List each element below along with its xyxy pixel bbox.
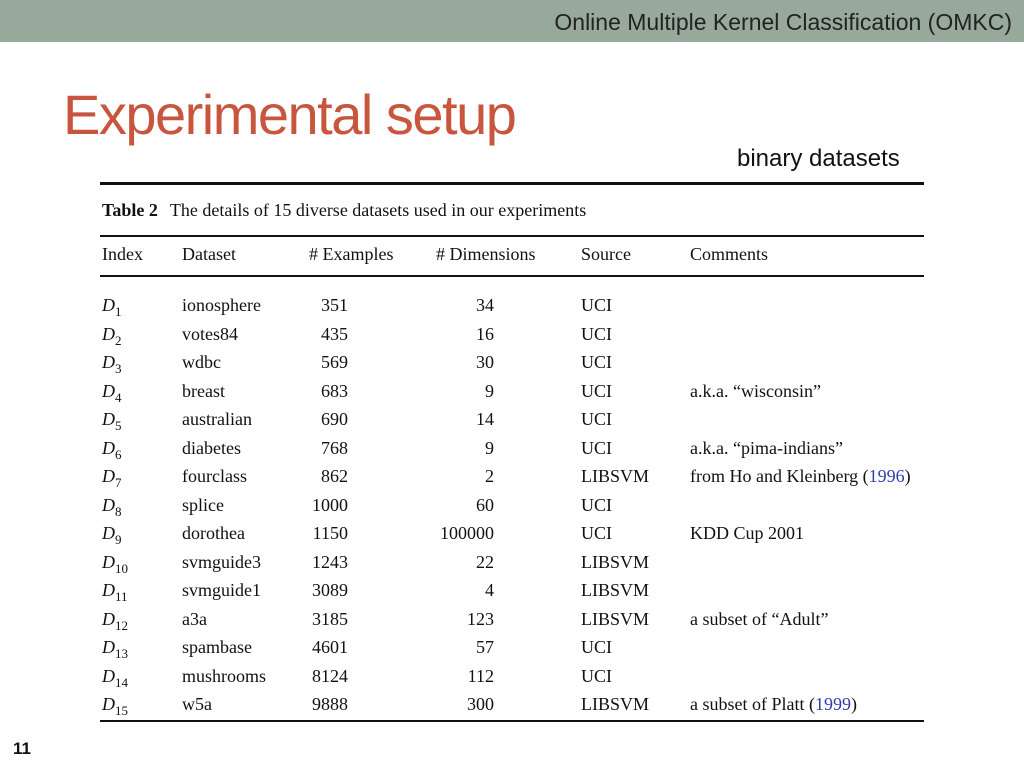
table-top-rule bbox=[100, 182, 924, 185]
table-row bbox=[100, 522, 924, 550]
row-dataset: a3a bbox=[182, 608, 207, 629]
row-dimensions: 57 bbox=[476, 637, 494, 657]
row-dataset: ionosphere bbox=[182, 295, 261, 315]
row-examples: 435 bbox=[321, 323, 348, 344]
row-index-subscript: 8 bbox=[115, 503, 122, 519]
row-examples: 8124 bbox=[312, 665, 348, 686]
row-index bbox=[102, 522, 122, 551]
table-row bbox=[100, 665, 924, 693]
row-source: LIBSVM bbox=[581, 694, 650, 714]
table-row bbox=[100, 465, 924, 493]
row-index bbox=[102, 494, 122, 523]
row-dimensions: 22 bbox=[476, 551, 494, 572]
slide-subtitle: binary datasets bbox=[737, 145, 900, 172]
row-index-letter: D bbox=[102, 409, 115, 429]
row-index-subscript: 3 bbox=[115, 361, 122, 376]
row-index bbox=[102, 380, 122, 409]
row-source: UCI bbox=[581, 523, 612, 543]
table-row bbox=[100, 693, 924, 721]
row-dimensions: 100000 bbox=[440, 523, 494, 543]
row-source: UCI bbox=[581, 637, 612, 657]
row-comment bbox=[690, 522, 804, 544]
row-source: LIBSVM bbox=[581, 580, 650, 600]
row-examples: 1243 bbox=[312, 551, 348, 572]
row-index-letter: D bbox=[102, 580, 115, 600]
row-dimensions: 9 bbox=[485, 437, 494, 458]
row-dataset: w5a bbox=[182, 694, 212, 714]
row-comment-close: ) bbox=[850, 694, 857, 714]
row-dataset: australian bbox=[182, 409, 252, 429]
row-index-letter: D bbox=[102, 608, 115, 629]
row-examples: 3185 bbox=[312, 608, 348, 629]
row-dimensions: 60 bbox=[476, 494, 494, 515]
row-index-letter: D bbox=[102, 466, 115, 486]
row-examples: 4601 bbox=[312, 637, 348, 657]
row-source: UCI bbox=[581, 380, 612, 401]
row-index bbox=[102, 693, 128, 722]
row-source: LIBSVM bbox=[581, 466, 650, 486]
row-source: UCI bbox=[581, 665, 612, 686]
row-source: UCI bbox=[581, 494, 612, 515]
row-dimensions: 14 bbox=[476, 409, 494, 429]
slide-title: Experimental setup bbox=[63, 83, 516, 146]
row-index-letter: D bbox=[102, 323, 115, 344]
row-index-letter: D bbox=[102, 494, 115, 515]
row-examples: 862 bbox=[321, 466, 348, 486]
row-index-subscript: 1 bbox=[115, 304, 122, 319]
row-index-letter: D bbox=[102, 380, 115, 401]
row-dataset: svmguide1 bbox=[182, 580, 261, 600]
column-header-comments: Comments bbox=[690, 244, 769, 264]
row-examples: 683 bbox=[321, 380, 348, 401]
row-comment bbox=[690, 693, 857, 715]
row-index-subscript: 9 bbox=[115, 532, 122, 547]
row-index-letter: D bbox=[102, 437, 115, 458]
row-comment-text: a.k.a. “pima-indians” bbox=[690, 437, 843, 458]
row-comment-text: from Ho and Kleinberg ( bbox=[690, 466, 869, 486]
row-index-subscript: 10 bbox=[115, 560, 128, 576]
column-header-dimensions: # Dimensions bbox=[436, 244, 536, 264]
row-index-subscript: 15 bbox=[115, 703, 128, 718]
row-index bbox=[102, 351, 122, 380]
row-dimensions: 2 bbox=[485, 466, 494, 486]
row-source: UCI bbox=[581, 352, 612, 372]
row-index bbox=[102, 408, 122, 437]
row-index bbox=[102, 636, 128, 665]
table-header-bottom-rule bbox=[100, 275, 924, 277]
row-source: UCI bbox=[581, 323, 612, 344]
row-index-letter: D bbox=[102, 352, 115, 372]
row-comment bbox=[690, 437, 843, 459]
row-source: UCI bbox=[581, 295, 612, 315]
row-index-subscript: 4 bbox=[115, 389, 122, 405]
row-index-letter: D bbox=[102, 637, 115, 657]
column-header-index: Index bbox=[102, 244, 143, 264]
table-row bbox=[100, 551, 924, 579]
table-caption bbox=[102, 200, 586, 221]
row-index-letter: D bbox=[102, 523, 115, 543]
row-source: UCI bbox=[581, 409, 612, 429]
row-source: LIBSVM bbox=[581, 551, 650, 572]
row-index-subscript: 13 bbox=[115, 646, 128, 661]
column-header-examples: # Examples bbox=[309, 244, 394, 264]
row-examples: 351 bbox=[321, 295, 348, 315]
row-citation-link[interactable]: 1999 bbox=[814, 694, 851, 714]
row-dataset: wdbc bbox=[182, 352, 221, 372]
row-examples: 569 bbox=[321, 352, 348, 372]
row-comment-text: a subset of “Adult” bbox=[690, 608, 829, 629]
row-index bbox=[102, 437, 122, 466]
row-dimensions: 300 bbox=[467, 694, 494, 714]
row-examples: 1000 bbox=[312, 494, 348, 515]
row-index-subscript: 14 bbox=[115, 674, 128, 690]
table-row bbox=[100, 437, 924, 465]
row-dimensions: 30 bbox=[476, 352, 494, 372]
column-header-source: Source bbox=[581, 244, 631, 264]
table-header bbox=[100, 243, 924, 271]
row-comment-text: KDD Cup 2001 bbox=[690, 523, 805, 543]
table-bottom-rule bbox=[100, 720, 924, 722]
table-row bbox=[100, 380, 924, 408]
row-index bbox=[102, 551, 128, 580]
row-source: UCI bbox=[581, 437, 612, 458]
row-source: LIBSVM bbox=[581, 608, 650, 629]
presentation-title: Online Multiple Kernel Classification (OMKC) bbox=[554, 9, 1012, 35]
row-dataset: diabetes bbox=[182, 437, 241, 458]
row-comment-close: ) bbox=[904, 466, 911, 486]
table-row bbox=[100, 579, 924, 607]
row-index-subscript: 7 bbox=[115, 475, 122, 490]
row-examples: 690 bbox=[321, 409, 348, 429]
row-dimensions: 9 bbox=[485, 380, 494, 401]
row-dataset: svmguide3 bbox=[182, 551, 261, 572]
row-examples: 768 bbox=[321, 437, 348, 458]
page-number: 11 bbox=[13, 739, 31, 758]
table-caption-label: Table 2 bbox=[102, 200, 158, 220]
table-row bbox=[100, 608, 924, 636]
row-dimensions: 4 bbox=[485, 580, 494, 600]
row-dataset: dorothea bbox=[182, 523, 245, 543]
row-comment-text: a.k.a. “wisconsin” bbox=[690, 380, 821, 401]
row-index-subscript: 2 bbox=[115, 332, 122, 348]
row-comment bbox=[690, 380, 821, 402]
table-row bbox=[100, 408, 924, 436]
row-citation-link[interactable]: 1996 bbox=[868, 466, 905, 486]
row-dimensions: 112 bbox=[467, 665, 494, 686]
row-comment bbox=[690, 465, 911, 487]
header-bar bbox=[0, 0, 1024, 42]
row-dataset: mushrooms bbox=[182, 665, 267, 686]
row-index-subscript: 12 bbox=[115, 617, 128, 633]
row-examples: 3089 bbox=[312, 580, 348, 600]
row-dimensions: 16 bbox=[476, 323, 494, 344]
row-index-letter: D bbox=[102, 694, 115, 714]
column-header-dataset: Dataset bbox=[182, 244, 236, 264]
row-index-letter: D bbox=[102, 295, 115, 315]
row-examples: 9888 bbox=[312, 694, 348, 714]
table-row bbox=[100, 294, 924, 322]
table-row bbox=[100, 494, 924, 522]
row-index bbox=[102, 579, 128, 608]
row-dataset: breast bbox=[182, 380, 225, 401]
row-index-letter: D bbox=[102, 551, 115, 572]
row-dimensions: 123 bbox=[467, 608, 494, 629]
row-dataset: fourclass bbox=[182, 466, 247, 486]
row-index bbox=[102, 665, 128, 694]
row-index-subscript: 6 bbox=[115, 446, 122, 462]
row-dataset: splice bbox=[182, 494, 224, 515]
row-index bbox=[102, 323, 122, 352]
table-row bbox=[100, 351, 924, 379]
row-comment bbox=[690, 608, 828, 630]
row-index-subscript: 5 bbox=[115, 418, 122, 433]
row-dataset: votes84 bbox=[182, 323, 238, 344]
row-index-subscript: 11 bbox=[115, 589, 128, 604]
row-examples: 1150 bbox=[312, 523, 348, 543]
row-index-letter: D bbox=[102, 665, 115, 686]
row-index bbox=[102, 465, 122, 494]
row-dataset: spambase bbox=[182, 637, 252, 657]
table-row bbox=[100, 636, 924, 664]
row-index bbox=[102, 608, 128, 637]
row-comment-text: a subset of Platt ( bbox=[690, 694, 815, 714]
row-dimensions: 34 bbox=[476, 295, 494, 315]
table-caption-text: The details of 15 diverse datasets used in our experiments bbox=[169, 200, 587, 220]
table-header-top-rule bbox=[100, 235, 924, 237]
row-index bbox=[102, 294, 122, 323]
table-row bbox=[100, 323, 924, 351]
